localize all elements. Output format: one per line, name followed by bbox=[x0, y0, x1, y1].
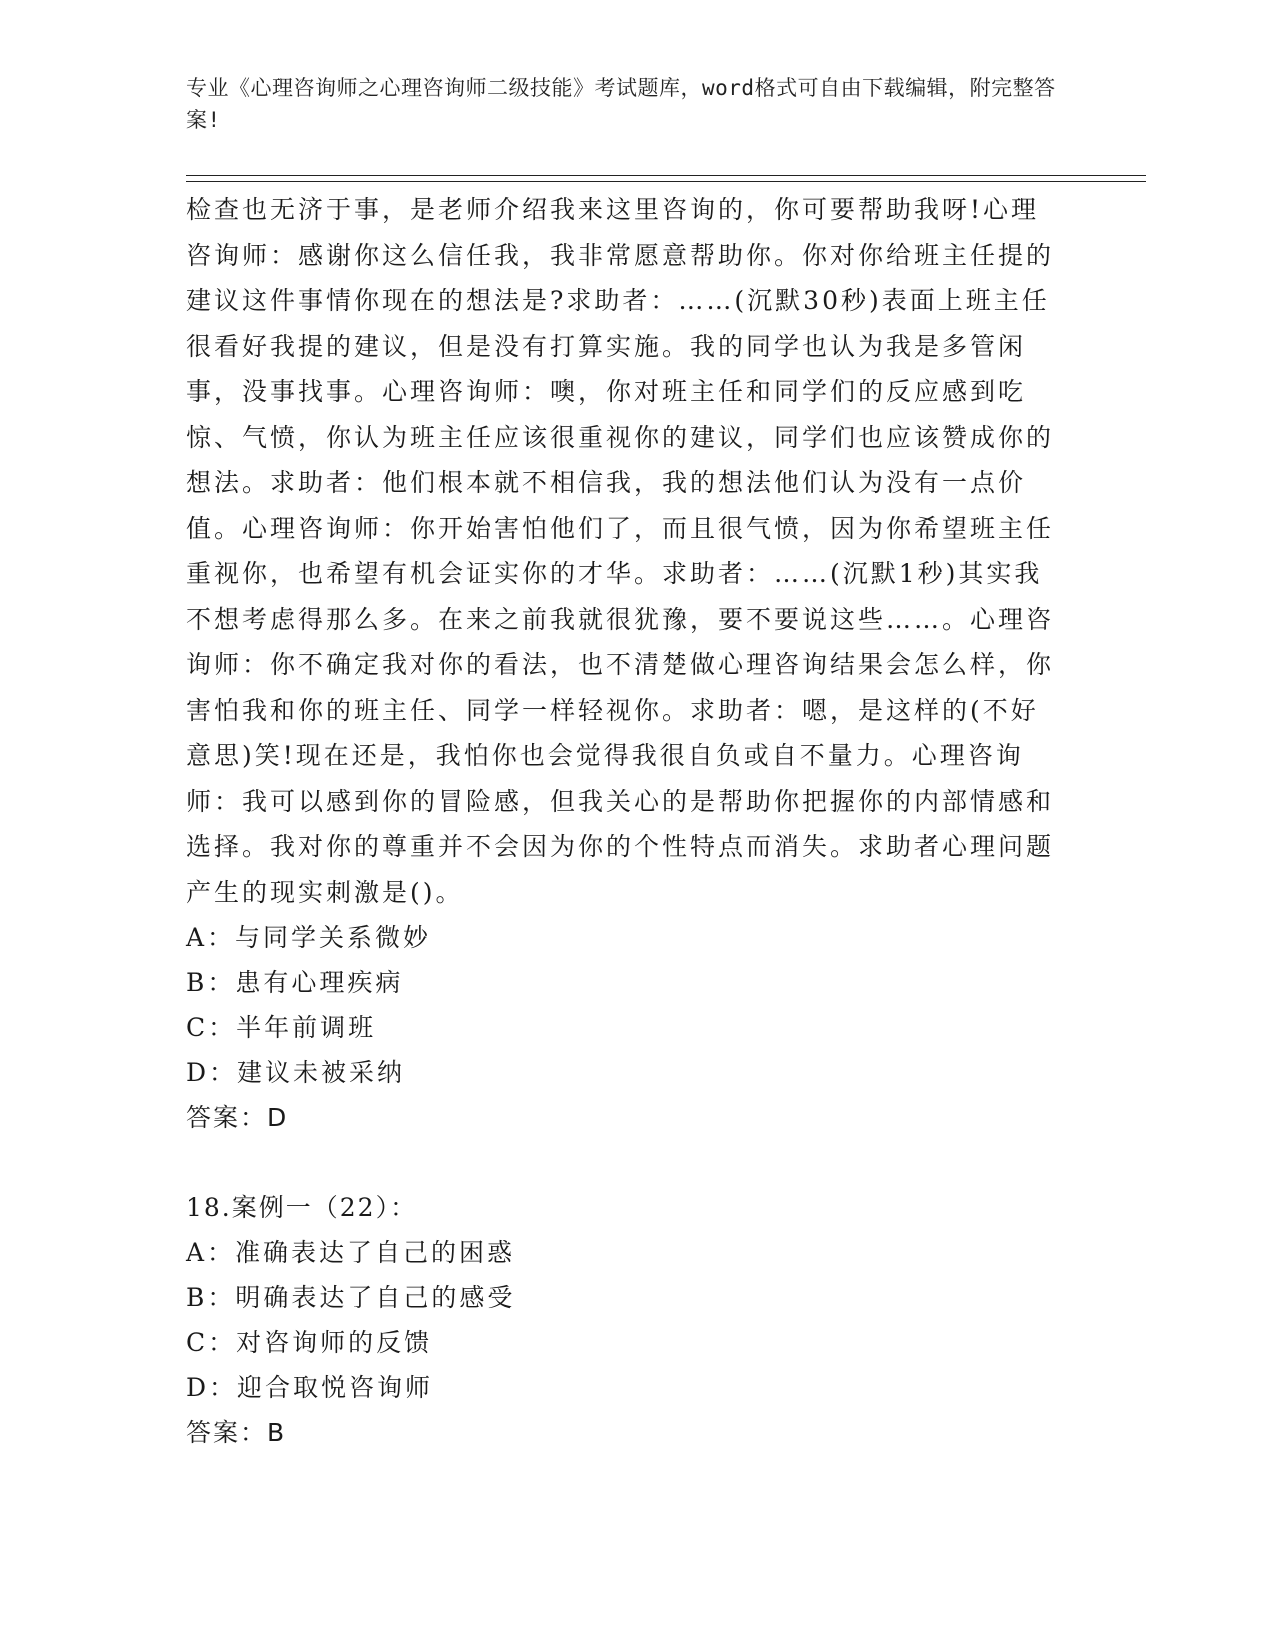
question-17-option-c: C：半年前调班 bbox=[186, 1013, 377, 1042]
question-18-option-a: A：准确表达了自己的困惑 bbox=[186, 1238, 516, 1267]
section-spacer bbox=[186, 1141, 1066, 1185]
question-18-option-d: D：迎合取悦咨询师 bbox=[186, 1373, 434, 1402]
question-17-option-b: B：患有心理疾病 bbox=[186, 968, 404, 997]
question-18-option-b: B：明确表达了自己的感受 bbox=[186, 1283, 516, 1312]
question-17-option-d: D：建议未被采纳 bbox=[186, 1058, 406, 1087]
question-18-title: 18.案例一（22）： bbox=[186, 1193, 418, 1222]
header-divider-bottom bbox=[186, 181, 1146, 182]
question-17-options bbox=[186, 915, 1066, 1095]
question-17-answer: 答案：D bbox=[186, 1103, 289, 1132]
header-divider-top bbox=[186, 175, 1146, 176]
question-17-passage: 检查也无济于事，是老师介绍我来这里咨询的，你可要帮助我呀!心理咨询师：感谢你这么信任我，我非常愿意帮助你。你对你给班主任提的建议这件事情你现在的想法是?求助者：……(沉默30秒)表面上班主任很看好我提的建议，但是没有打算实施。我的同学也认为我是多管闲事，没事找事。心理咨询师：噢，你对班主任和同学们的反应感到吃惊、气愤，你认为班主任应该很重视你的建议，同学们也应该赞成你的想法。求助者：他们根本就不相信我，我的想法他们认为没有一点价值。心理咨询师：你开始害怕他们了，而且很气愤，因为你希望班主任重视你，也希望有机会证实你的才华。求助者：……(沉默1秒)其实我不想考虑得那么多。在来之前我就很犹豫，要不要说这些……。心理咨询师：你不确定我对你的看法，也不清楚做心理咨询结果会怎么样，你害怕我和你的班主任、同学一样轻视你。求助者：嗯，是这样的(不好意思)笑!现在还是，我怕你也会觉得我很自负或自不量力。心理咨询师：我可以感到你的冒险感，但我关心的是帮助你把握你的内部情感和选择。我对你的尊重并不会因为你的个性特点而消失。求助者心理问题产生的现实刺激是()。 bbox=[186, 195, 1055, 907]
question-18-answer: 答案：B bbox=[186, 1418, 287, 1447]
question-17-option-a: A：与同学关系微妙 bbox=[186, 923, 432, 952]
question-18-options bbox=[186, 1230, 1066, 1410]
page-header: 专业《心理咨询师之心理咨询师二级技能》考试题库，word格式可自由下载编辑，附完整答案! bbox=[186, 76, 1056, 132]
question-18-option-c: C：对咨询师的反馈 bbox=[186, 1328, 433, 1357]
document-body bbox=[186, 187, 1066, 1456]
